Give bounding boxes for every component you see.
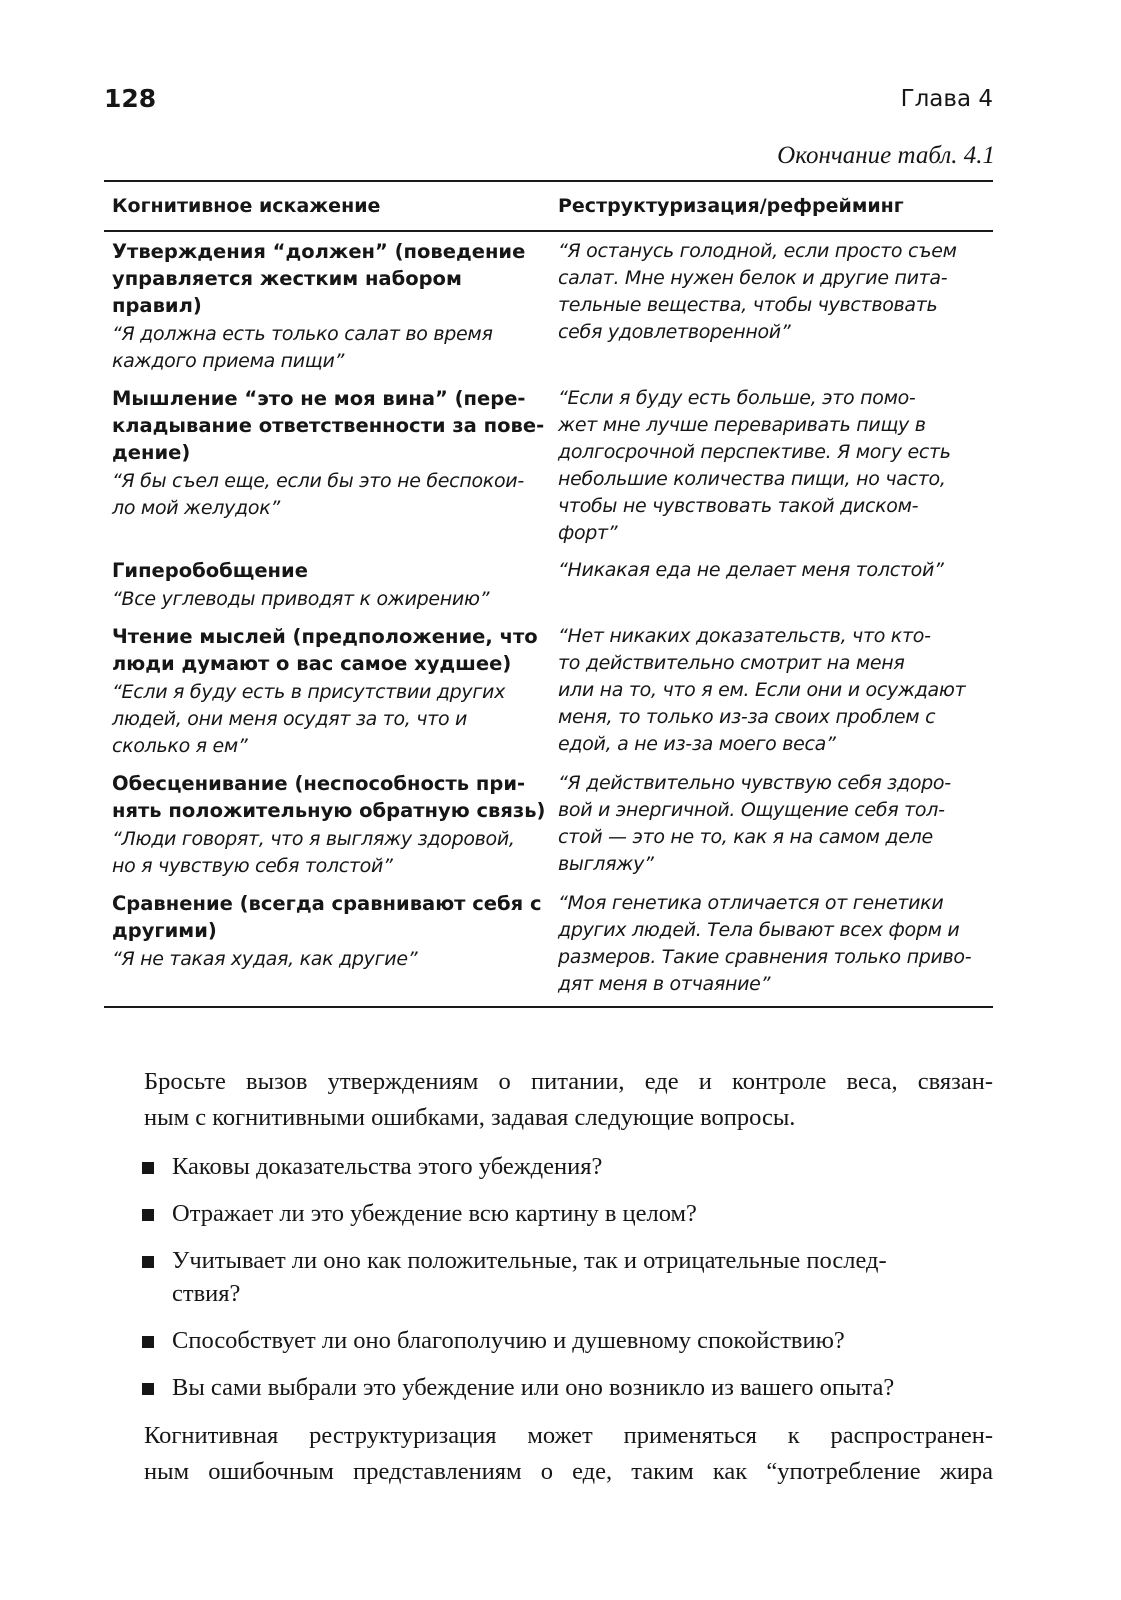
bullet-square-icon: [142, 1383, 154, 1395]
reframing-cell: [552, 890, 993, 998]
chapter-title: Глава 4: [900, 86, 993, 112]
table-caption: Окончание табл. 4.1: [777, 142, 995, 169]
question-item: [104, 1150, 993, 1183]
bullet-square-icon: [142, 1162, 154, 1174]
closing-text: [104, 1418, 993, 1490]
bullet-square-icon: [142, 1256, 154, 1268]
question-item: [104, 1371, 993, 1404]
closing-paragraph: [104, 1418, 993, 1490]
table-row: [104, 890, 993, 998]
distortion-cell: [104, 890, 552, 998]
question-item: [104, 1197, 993, 1230]
reframing-text: “Я действительно чувствую себя здоро- вой и энергичной. Ощущение себя тол- стой — это не то, как я на самом деле выгляжу”: [558, 772, 951, 875]
body-text: [104, 1064, 993, 1136]
distortion-example: “Я не такая худая, как другие”: [112, 948, 418, 970]
distortion-name: Сравнение (всегда сравнивают себя с другими): [112, 892, 542, 942]
reframing-text: “Никакая еда не делает меня толстой”: [558, 559, 944, 581]
question-list: [104, 1150, 993, 1404]
cognitive-distortions-table: [104, 180, 993, 1008]
distortion-example: “Я должна есть только салат во время каждого приема пищи”: [112, 323, 493, 372]
distortion-example: “Люди говорят, что я выгляжу здоровой, но я чувствую себя толстой”: [112, 828, 515, 877]
distortion-cell: [104, 238, 552, 375]
column-header-distortion: Когнитивное искажение: [112, 195, 381, 217]
distortion-example: “Если я буду есть в присутствии других людей, они меня осудят за то, что и сколько я ем”: [112, 681, 506, 757]
reframing-cell: [552, 385, 993, 547]
distortion-name: Мышление “это не моя вина” (пере- кладывание ответственности за пове- дение): [112, 387, 545, 464]
intro-line: Бросьте вызов утверждениям о питании, еде и контроле веса, связан-: [144, 1068, 993, 1095]
table-header: [104, 182, 993, 232]
page-number: 128: [104, 84, 157, 113]
reframing-text: “Если я буду есть больше, это помо- жет мне лучше переваривать пищу в долгосрочной перспективе. Я могу есть небольшие количества пищи, но часто, чтобы не чувствовать такой диском- форт”: [558, 387, 951, 544]
distortion-name: Гиперобобщение: [112, 559, 308, 582]
bullet-square-icon: [142, 1209, 154, 1221]
distortion-cell: [104, 557, 552, 613]
distortion-cell: [104, 770, 552, 880]
intro-line: ным с когнитивными ошибками, задавая следующие вопросы.: [144, 1104, 796, 1131]
question-text: Учитывает ли оно как положительные, так и отрицательные послед- ствия?: [172, 1247, 887, 1307]
reframing-text: “Моя генетика отличается от генетики других людей. Тела бывают всех форм и размеров. Такие сравнения только приво- дят меня в отчаяние”: [558, 892, 972, 995]
question-text: Способствует ли оно благополучию и душевному спокойствию?: [172, 1327, 845, 1354]
question-text: Вы сами выбрали это убеждение или оно возникло из вашего опыта?: [172, 1374, 895, 1401]
bullet-square-icon: [142, 1336, 154, 1348]
distortion-cell: [104, 623, 552, 760]
reframing-text: “Я останусь голодной, если просто съем салат. Мне нужен белок и другие пита- тельные вещества, чтобы чувствовать себя удовлетворенной”: [558, 240, 957, 343]
question-text: Каковы доказательства этого убеждения?: [172, 1153, 603, 1180]
reframing-text: “Нет никаких доказательств, что кто- то действительно смотрит на меня или на то, что я ем. Если они и осуждают меня, то только из-за своих проблем с едой, а не из-за моего веса”: [558, 625, 966, 755]
table-row: [104, 623, 993, 760]
table-row: [104, 385, 993, 547]
reframing-cell: [552, 557, 993, 613]
distortion-name: Обесценивание (неспособность при- нять положительную обратную связь): [112, 772, 546, 822]
question-text: Отражает ли это убеждение всю картину в целом?: [172, 1200, 697, 1227]
distortion-name: Утверждения “должен” (поведение управляется жестким набором правил): [112, 240, 526, 317]
closing-line: Когнитивная реструктуризация может применяться к распространен-: [144, 1422, 993, 1449]
reframing-cell: [552, 623, 993, 760]
intro-paragraph: [104, 1064, 993, 1136]
reframing-cell: [552, 238, 993, 375]
reframing-cell: [552, 770, 993, 880]
distortion-example: “Я бы съел еще, если бы это не беспокои- ло мой желудок”: [112, 470, 524, 519]
question-item: [104, 1324, 993, 1357]
question-item: [104, 1244, 993, 1310]
table-row: [104, 557, 993, 613]
distortion-example: “Все углеводы приводят к ожирению”: [112, 588, 490, 610]
table-body: [104, 232, 993, 1006]
table-row: [104, 770, 993, 880]
column-header-reframing: Реструктуризация/рефрейминг: [558, 195, 904, 217]
table-row: [104, 238, 993, 375]
distortion-cell: [104, 385, 552, 547]
distortion-name: Чтение мыслей (предположение, что люди думают о вас самое худшее): [112, 625, 538, 675]
closing-line: ным ошибочным представлениям о еде, таким как “употребление жира: [144, 1458, 993, 1485]
